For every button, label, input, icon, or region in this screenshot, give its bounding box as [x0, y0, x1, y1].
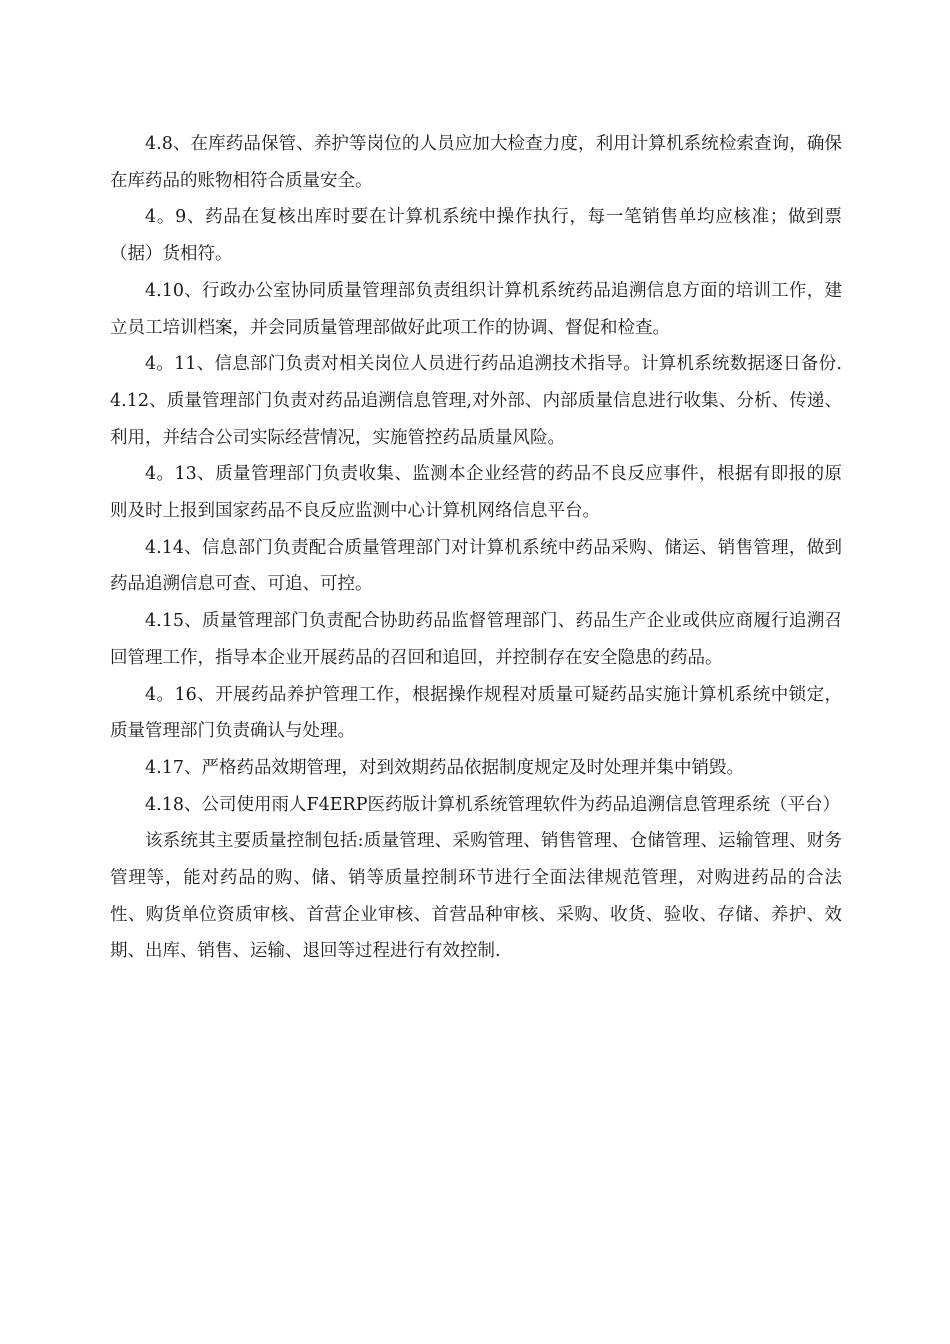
paragraph-system-controls: 该系统其主要质量控制包括:质量管理、采购管理、销售管理、仓储管理、运输管理、财务管理等，能对药品的购、储、销等质量控制环节进行全面法律规范管理，对购进药品的合法性、购货单位资质审核、首营企业审核、首营品种审核、采购、收货、验收、存储、养护、效期、出库、销售、运输、退回等过程进行有效控制.: [110, 831, 842, 962]
paragraph-4-8: 4.8、在库药品保管、养护等岗位的人员应加大检查力度，利用计算机系统检索查询，确保在库药品的账物相符合质量安全。: [110, 134, 842, 191]
paragraph-4-18: 4.18、公司使用雨人F4ERP医药版计算机系统管理软件为药品追溯信息管理系统（平台）: [145, 794, 840, 815]
paragraph-4-11: 4。11、信息部门负责对相关岗位人员进行药品追溯技术指导。计算机系统数据逐日备份.4.12、质量管理部门负责对药品追溯信息管理,对外部、内部质量信息进行收集、分析、传递、利用，并结合公司实际经营情况，实施管控药品质量风险。: [110, 354, 842, 448]
paragraph-4-14: 4.14、信息部门负责配合质量管理部门对计算机系统中药品采购、储运、销售管理，做到药品追溯信息可查、可追、可控。: [110, 537, 842, 595]
document-body: [110, 126, 842, 970]
paragraph-4-10: 4.10、行政办公室协同质量管理部负责组织计算机系统药品追溯信息方面的培训工作，建立员工培训档案，并会同质量管理部做好此项工作的协调、督促和检查。: [110, 280, 842, 338]
paragraph-4-17: 4.17、严格药品效期管理，对到效期药品依据制度规定及时处理并集中销毁。: [145, 757, 744, 778]
paragraph-4-15: 4.15、质量管理部门负责配合协助药品监督管理部门、药品生产企业或供应商履行追溯召回管理工作，指导本企业开展药品的召回和追回，并控制存在安全隐患的药品。: [110, 611, 842, 668]
paragraph-4-13: 4。13、质量管理部门负责收集、监测本企业经营的药品不良反应事件，根据有即报的原则及时上报到国家药品不良反应监测中心计算机网络信息平台。: [110, 464, 842, 522]
paragraph-4-16: 4。16、开展药品养护管理工作，根据操作规程对质量可疑药品实施计算机系统中锁定，质量管理部门负责确认与处理。: [110, 684, 842, 742]
paragraph-4-9: 4。9、药品在复核出库时要在计算机系统中操作执行，每一笔销售单均应核准；做到票（据）货相符。: [110, 207, 842, 265]
